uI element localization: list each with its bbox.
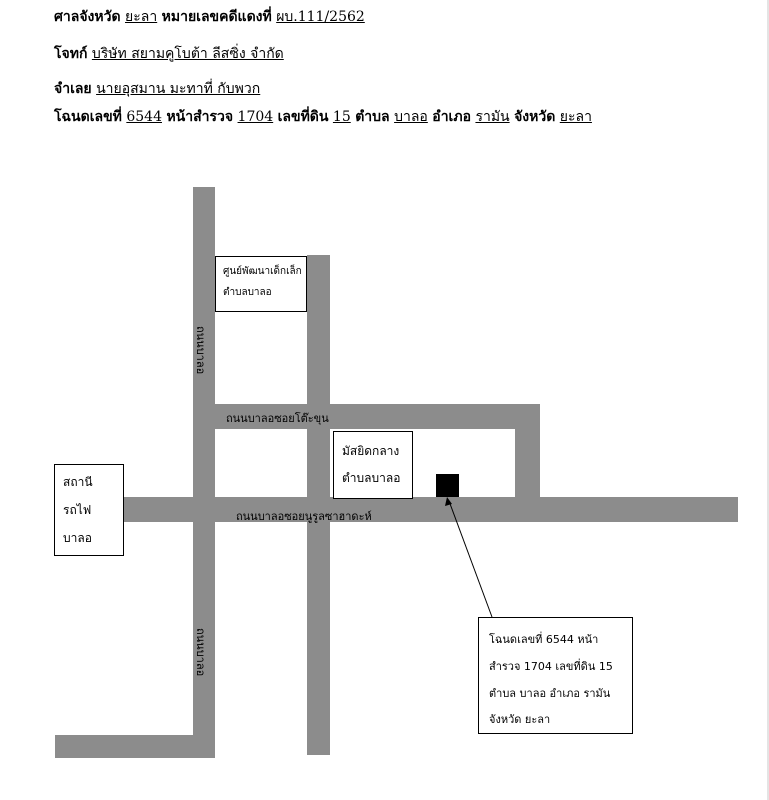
mosque-line1: มัสยิดกลาง — [342, 444, 400, 458]
district-label: อำเภอ — [432, 109, 471, 125]
parcel-callout-box — [478, 617, 633, 734]
plaintiff-line — [54, 45, 284, 63]
subdistrict-label: ตำบล — [355, 109, 390, 125]
defendant-label: จำเลย — [54, 81, 92, 97]
road-label-soi-to-khun: ถนนบาลอซอยโต๊ะขุน — [226, 412, 329, 425]
case-label: หมายเลขคดีแดงที่ — [161, 9, 272, 25]
road-label-soi-nurul: ถนนบาลอซอยนูรูลซาฮาดะห์ — [236, 510, 372, 523]
defendant-value: นายอุสมาน มะทาที่ กับพวก — [96, 81, 261, 97]
case-value: ผบ.111/2562 — [276, 9, 365, 25]
land-label: เลขที่ดิน — [277, 109, 329, 125]
road-soi-nurul-yahadah — [118, 497, 738, 522]
district-value: รามัน — [475, 109, 510, 125]
station-box — [54, 464, 124, 556]
road-label-balo-south: ถนนบาลอ — [194, 628, 207, 677]
deed-label: โฉนดเลขที่ — [54, 109, 122, 125]
road-soi-to-khun-east — [515, 404, 540, 499]
subdistrict-value: บาลอ — [394, 109, 428, 125]
survey-label: หน้าสำรวจ — [166, 109, 234, 125]
road-balo-south-bend — [55, 735, 215, 758]
callout-line1: โฉนดเลขที่ 6544 หน้า — [489, 633, 599, 646]
plaintiff-value: บริษัท สยามคูโบต้า ลีสซิ่ง จำกัด — [91, 46, 284, 62]
mosque-box — [333, 431, 413, 499]
province-label: จังหวัด — [514, 109, 556, 125]
road-label-balo-north: ถนนบาลอ — [194, 326, 207, 375]
deed-value: 6544 — [126, 109, 162, 125]
station-line1: สถานี — [63, 475, 93, 489]
court-label: ศาลจังหวัด — [54, 9, 121, 25]
court-value: ยะลา — [125, 9, 158, 25]
deed-line — [54, 108, 592, 126]
plaintiff-label: โจทก์ — [54, 46, 88, 62]
survey-value: 1704 — [237, 109, 274, 125]
callout-line2: สำรวจ 1704 เลขที่ดิน 15 — [489, 660, 613, 673]
province-value: ยะลา — [559, 109, 592, 125]
child-center-line1: ศูนย์พัฒนาเด็กเล็ก — [223, 266, 302, 277]
station-line2: รถไฟ — [63, 503, 92, 517]
land-parcel-marker — [436, 474, 459, 497]
land-value: 15 — [332, 109, 351, 125]
mosque-line2: ตำบลบาลอ — [342, 471, 401, 485]
station-line3: บาลอ — [63, 531, 92, 545]
child-center-line2: ตำบลบาลอ — [223, 287, 272, 298]
child-center-box — [215, 256, 307, 312]
callout-line3: ตำบล บาลอ อำเภอ รามัน — [489, 687, 611, 700]
defendant-line — [54, 80, 260, 98]
court-line — [54, 8, 365, 26]
callout-line4: จังหวัด ยะลา — [489, 713, 551, 726]
